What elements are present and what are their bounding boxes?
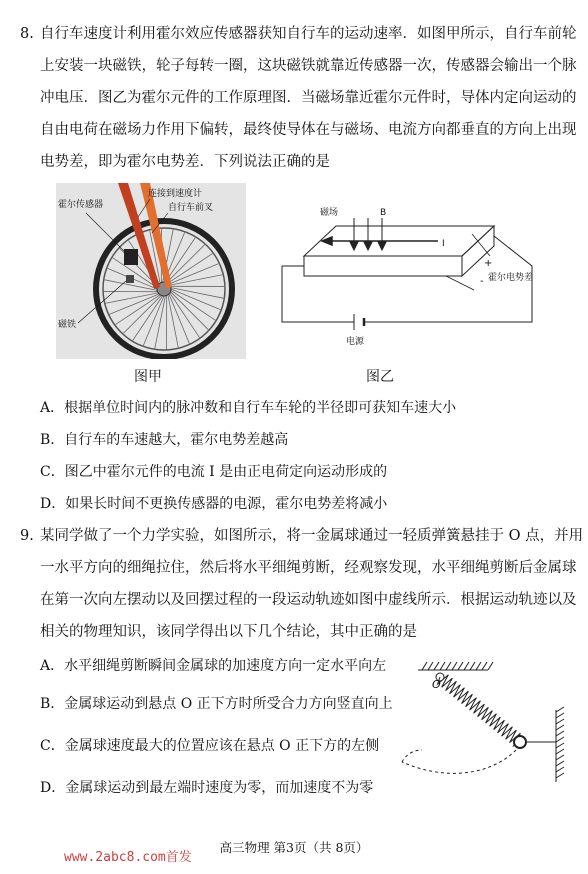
spring xyxy=(438,675,521,746)
hall-sensor xyxy=(124,249,138,265)
label-field: 磁场 xyxy=(320,208,339,218)
q9-line-4: 相关的物理知识，该同学得出以下几个结论，其中正确的是 xyxy=(40,624,417,640)
q8-option-d: D．如果长时间不更换传感器的电源，霍尔电势差将减小 xyxy=(40,496,388,512)
site-watermark: www.2abc8.com首发 xyxy=(64,850,192,865)
q8-line-3: 冲电压．图乙为霍尔元件的工作原理图．当磁场靠近霍尔元件时，导体内定向运动的 xyxy=(40,90,577,106)
ceiling xyxy=(418,662,493,670)
trajectory xyxy=(402,750,516,773)
q9-option-b: B．金属球运动到悬点 O 正下方时所受合力方向竖直向上 xyxy=(40,696,393,712)
figure-bicycle-wheel xyxy=(56,183,246,359)
q9-line-1: 某同学做了一个力学实验，如图所示，将一金属球通过一轻质弹簧悬挂于 O 点，并用 xyxy=(40,528,584,544)
figure-spring-ball xyxy=(392,658,572,794)
q9-option-c: C．金属球速度最大的位置应该在悬点 O 正下方的左侧 xyxy=(40,738,380,754)
q8-line-2: 上安装一块磁铁，轮子每转一圈，这块磁铁就靠近传感器一次，传感器会输出一个脉 xyxy=(40,58,577,74)
label-B: B xyxy=(380,208,387,218)
hall-plate xyxy=(304,226,494,276)
magnet xyxy=(126,275,134,283)
q8-option-b: B．自行车的车速越大，霍尔电势差越高 xyxy=(40,432,289,448)
figure-b-caption: 图乙 xyxy=(366,369,394,385)
question-9-number: 9. xyxy=(20,528,34,544)
q8-option-a: A．根据单位时间内的脉冲数和自行车车轮的半径即可获知车速大小 xyxy=(40,400,457,416)
label-I: I xyxy=(442,239,445,249)
figure-hall-element xyxy=(276,204,540,350)
page-footer: 高三物理 第3页（共 8页） xyxy=(219,840,369,855)
label-source: 电源 xyxy=(346,337,365,347)
q9-line-2: 一水平方向的细绳拉住，然后将水平细绳剪断，经观察发现，水平细绳剪断后金属球 xyxy=(40,560,577,576)
q8-line-1: 自行车速度计利用霍尔效应传感器获知自行车的运动速率．如图甲所示，自行车前轮 xyxy=(40,26,577,42)
label-hall-voltage: 霍尔电势差 xyxy=(488,273,534,283)
q9-option-a: A．水平细绳剪断瞬间金属球的加速度方向一定水平向左 xyxy=(40,658,387,674)
label-O: O xyxy=(432,678,441,691)
label-sensor: 霍尔传感器 xyxy=(58,200,104,210)
label-fork: 自行车前叉 xyxy=(168,203,214,213)
question-8-number: 8. xyxy=(20,26,34,42)
label-speedometer: 连接到速度计 xyxy=(148,189,203,199)
metal-ball xyxy=(514,736,526,748)
figure-a-caption: 图甲 xyxy=(134,369,162,385)
right-wall xyxy=(556,707,564,782)
label-minus: - xyxy=(480,276,484,287)
label-magnet: 磁铁 xyxy=(58,320,77,330)
label-plus: + xyxy=(484,258,493,269)
q8-line-4: 自由电荷在磁场力作用下偏转，最终使导体在与磁场、电流方向都垂直的方向上出现 xyxy=(40,122,577,138)
circuit-wire xyxy=(282,236,532,330)
q9-option-d: D．金属球运动到最左端时速度为零，而加速度不为零 xyxy=(40,780,374,796)
magnetic-field-arrows xyxy=(350,218,386,250)
q8-line-5: 电势差，即为霍尔电势差．下列说法正确的是 xyxy=(40,154,330,170)
q9-line-3: 在第一次向左摆动以及回摆过程的一段运动轨迹如图中虚线所示．根据运动轨迹以及 xyxy=(40,592,577,608)
q8-option-c: C．图乙中霍尔元件的电流 I 是由正电荷定向运动形成的 xyxy=(40,464,388,480)
